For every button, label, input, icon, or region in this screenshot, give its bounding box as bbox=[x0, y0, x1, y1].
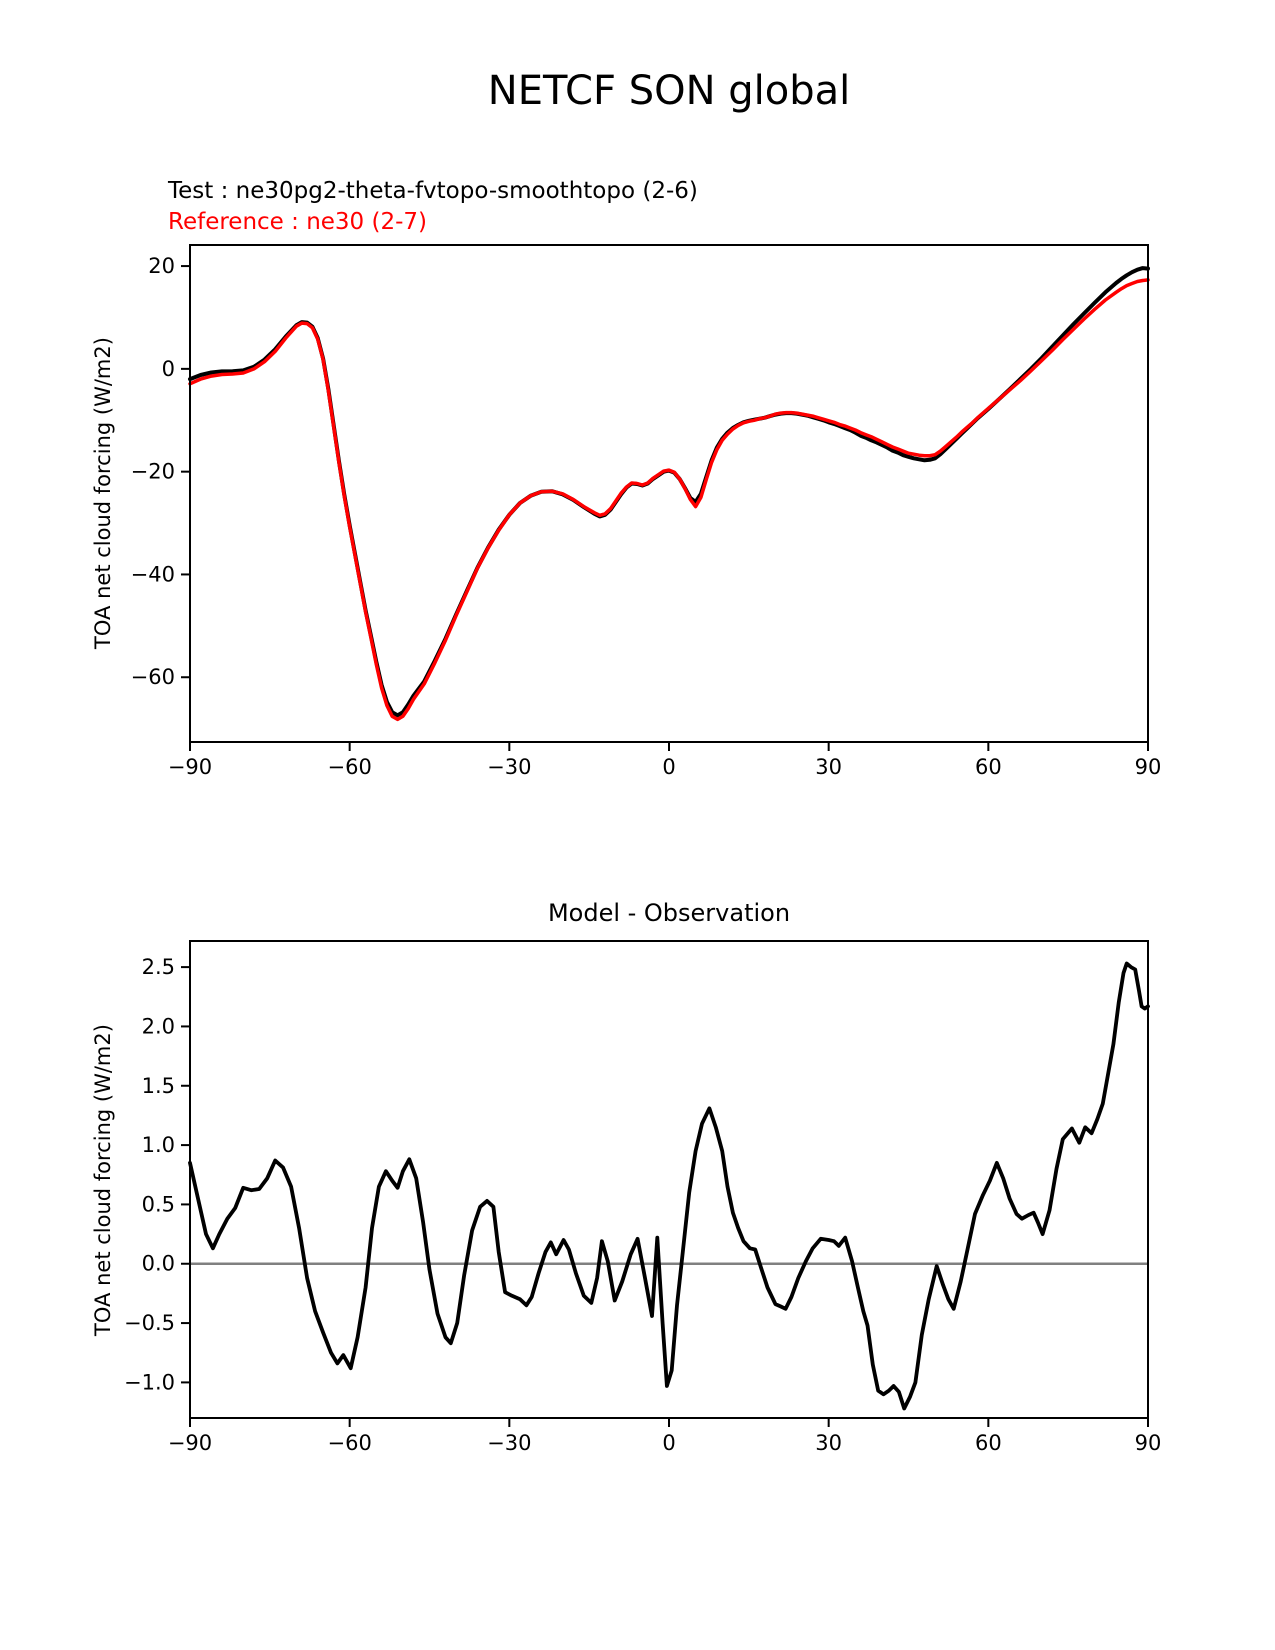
bottom-chart-title: Model - Observation bbox=[547, 899, 791, 927]
x-tick-label: −90 bbox=[167, 1431, 213, 1456]
y-tick-label: 0.0 bbox=[141, 1251, 175, 1276]
x-tick-label: −60 bbox=[327, 755, 372, 780]
x-tick-label: −60 bbox=[327, 1431, 372, 1456]
y-tick-label: 0 bbox=[161, 356, 175, 381]
x-tick-label: 30 bbox=[815, 1431, 843, 1456]
top-chart bbox=[131, 245, 1162, 779]
y-tick-label: 1.5 bbox=[141, 1073, 175, 1098]
x-tick-label: 30 bbox=[815, 755, 843, 780]
x-tick-label: 90 bbox=[1134, 1431, 1162, 1456]
bottom-chart bbox=[124, 941, 1161, 1455]
bottom-chart-ylabel: TOA net cloud forcing (W/m2) bbox=[91, 1024, 115, 1336]
y-tick-label: 2.5 bbox=[141, 955, 175, 980]
x-tick-label: 60 bbox=[974, 1431, 1002, 1456]
y-tick-label: 20 bbox=[148, 254, 175, 279]
y-tick-label: 1.0 bbox=[141, 1133, 175, 1158]
x-tick-label: −30 bbox=[487, 755, 532, 780]
x-tick-label: −90 bbox=[167, 755, 213, 780]
y-tick-label: −60 bbox=[130, 665, 175, 690]
y-tick-label: 0.5 bbox=[141, 1192, 175, 1217]
top-chart-ylabel: TOA net cloud forcing (W/m2) bbox=[91, 337, 115, 649]
x-tick-label: −30 bbox=[487, 1431, 532, 1456]
legend-test-label: Test : ne30pg2-theta-fvtopo-smoothtopo (2-6) bbox=[168, 178, 698, 204]
y-tick-label: −0.5 bbox=[124, 1311, 175, 1336]
y-tick-label: −20 bbox=[130, 459, 175, 484]
diff-series-line bbox=[190, 964, 1148, 1409]
x-tick-label: 0 bbox=[662, 755, 676, 780]
y-tick-label: 2.0 bbox=[141, 1014, 175, 1039]
y-tick-label: −1.0 bbox=[124, 1370, 175, 1395]
test-series-line bbox=[190, 268, 1148, 715]
figure-title: NETCF SON global bbox=[487, 68, 851, 114]
plot-border bbox=[190, 245, 1148, 742]
x-tick-label: 60 bbox=[974, 755, 1002, 780]
y-tick-label: −40 bbox=[130, 562, 175, 587]
reference-series-line bbox=[190, 280, 1148, 720]
x-tick-label: 90 bbox=[1134, 755, 1162, 780]
x-tick-label: 0 bbox=[662, 1431, 676, 1456]
legend-reference-label: Reference : ne30 (2-7) bbox=[168, 209, 428, 235]
